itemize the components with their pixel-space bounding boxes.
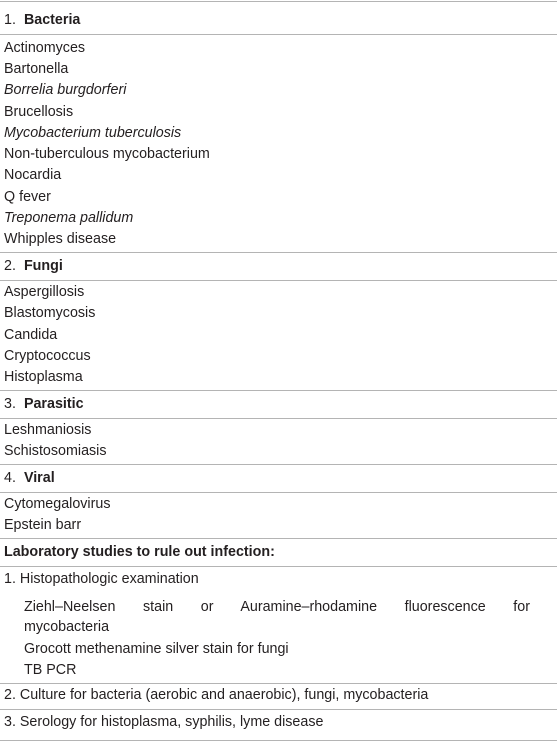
list-item: Cytomegalovirus xyxy=(4,496,111,512)
lab-step-culture: 2. Culture for bacteria (aerobic and anaerobic), fungi, mycobacteria xyxy=(4,687,429,703)
list-item: Mycobacterium tuberculosis xyxy=(4,125,182,141)
grocott-stain-item: Grocott methenamine silver stain for fungi xyxy=(24,641,289,657)
section-rule xyxy=(0,280,557,281)
category-heading-viral xyxy=(4,470,553,486)
section-rule xyxy=(0,709,557,710)
list-item: Treponema pallidum xyxy=(4,210,134,226)
category-number: 2. xyxy=(4,258,16,274)
list-item: Whipples disease xyxy=(4,231,117,247)
list-item: Non-tuberculous mycobacterium xyxy=(4,146,210,162)
tb-pcr-item: TB PCR xyxy=(24,662,77,678)
list-item: Bartonella xyxy=(4,61,69,77)
category-title: Bacteria xyxy=(23,12,81,28)
list-item: Blastomycosis xyxy=(4,305,96,321)
section-rule xyxy=(0,390,557,391)
category-heading-bacteria xyxy=(4,12,553,28)
category-number: 1. xyxy=(4,12,16,28)
section-rule xyxy=(0,418,557,419)
category-heading-parasitic xyxy=(4,396,553,412)
ziehl-neelsen-stain-line: Ziehl–Neelsen stain or Auramine–rhodamine fluorescence for xyxy=(24,599,530,615)
list-item: Schistosomiasis xyxy=(4,443,107,459)
section-rule xyxy=(0,492,557,493)
list-item: Actinomyces xyxy=(4,40,86,56)
lab-step-serology: 3. Serology for histoplasma, syphilis, lyme disease xyxy=(4,714,324,730)
category-number: 4. xyxy=(4,470,16,486)
list-item: Aspergillosis xyxy=(4,284,85,300)
lab-step-histopathology: 1. Histopathologic examination xyxy=(4,571,199,587)
section-rule xyxy=(0,566,557,567)
bottom-rule xyxy=(0,740,557,741)
list-item: Epstein barr xyxy=(4,517,82,533)
category-number: 3. xyxy=(4,396,16,412)
section-rule xyxy=(0,252,557,253)
section-rule xyxy=(0,683,557,684)
category-heading-fungi xyxy=(4,258,553,274)
section-rule xyxy=(0,538,557,539)
lab-studies-heading: Laboratory studies to rule out infection: xyxy=(4,544,275,560)
list-item: Borrelia burgdorferi xyxy=(4,82,127,98)
category-title: Viral xyxy=(23,470,55,486)
list-item: Cryptococcus xyxy=(4,348,91,364)
top-rule xyxy=(0,1,557,2)
list-item: Histoplasma xyxy=(4,369,83,385)
section-rule xyxy=(0,464,557,465)
list-item: Candida xyxy=(4,327,58,343)
list-item: Leshmaniosis xyxy=(4,422,92,438)
ziehl-neelsen-stain-continuation: mycobacteria xyxy=(24,619,110,635)
category-title: Parasitic xyxy=(23,396,84,412)
section-rule xyxy=(0,34,557,35)
list-item: Brucellosis xyxy=(4,104,74,120)
category-title: Fungi xyxy=(23,258,63,274)
list-item: Q fever xyxy=(4,189,51,205)
list-item: Nocardia xyxy=(4,167,62,183)
